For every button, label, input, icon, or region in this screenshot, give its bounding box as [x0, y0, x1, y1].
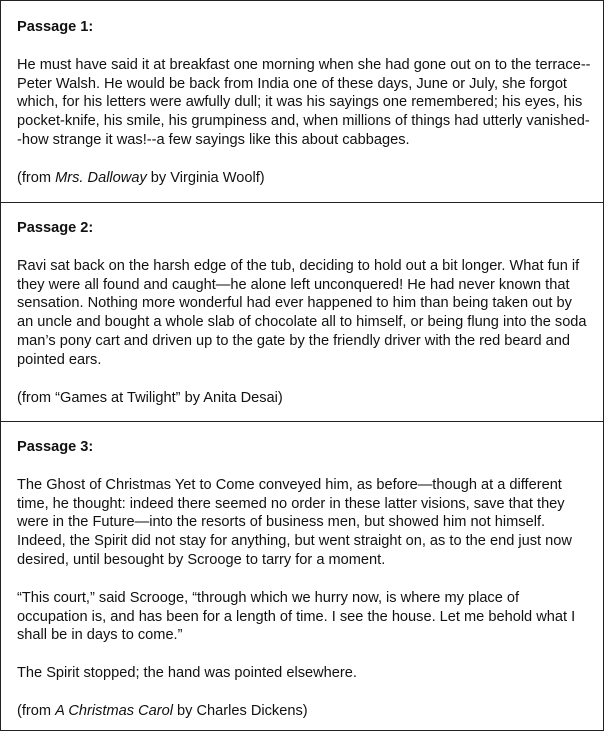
- passage-2-cell: [1, 202, 603, 421]
- passage-2-source: (from “Games at Twilight” by Anita Desai): [17, 389, 283, 406]
- passage-1-source-prefix: (from: [17, 169, 56, 186]
- passage-1-source-title: Mrs. Dalloway: [55, 169, 147, 186]
- passage-3-source: [17, 702, 591, 721]
- passage-3-cell: [1, 421, 603, 730]
- passage-3-paragraph-3: The Spirit stopped; the hand was pointed elsewhere.: [17, 665, 357, 682]
- passage-1-cell: [1, 1, 603, 202]
- passage-1-source-suffix: by Virginia Woolf): [146, 169, 265, 186]
- passage-1-paragraph-1: He must have said it at breakfast one morning when she had gone out on to the terrace--Peter Walsh. He would be back from India one of these days, June or July, she forgot which, for his letters were awfully dull; it was his sayings one remembered; his eyes, his pocket-knife, his smile, his grumpiness and, when millions of things had utterly vanished--how strange it was!--a few sayings like this about cabbages.: [17, 56, 591, 148]
- passage-3-paragraph-1: The Ghost of Christmas Yet to Come conveyed him, as before—though at a different time, he thought: indeed there seemed no order in these latter visions, save that they were in the Future—into the resorts of business men, but showed him not himself. Indeed, the Spirit did not stay for anything, but went straight on, as to the end just now desired, until besought by Scrooge to tarry for a moment.: [17, 476, 572, 568]
- passage-1-source: [17, 169, 591, 188]
- passage-3-paragraph-2: “This court,” said Scrooge, “through which we hurry now, is where my place of occupation is, and has been for a length of time. I see the house. Let me behold what I shall be in days to come.”: [17, 589, 576, 644]
- passage-2-paragraph-1: Ravi sat back on the harsh edge of the tub, deciding to hold out a bit longer. What fun if they were all found and caught—he alone left unconquered! He had never known that sensation. Nothing more wonderful had ever happened to him than being taken out by an uncle and bought a whole slab of chocolate all to himself, or being flung into the soda man’s pony cart and driven up to the gate by the friendly driver with the red beard and pointed ears.: [17, 257, 587, 368]
- passage-3-heading: Passage 3:: [17, 439, 94, 455]
- passage-3-source-prefix: (from: [17, 702, 56, 719]
- passage-2-heading: Passage 2:: [17, 220, 94, 236]
- passage-3-source-title: A Christmas Carol: [55, 702, 173, 719]
- passage-3-source-suffix: by Charles Dickens): [172, 702, 308, 719]
- passage-1-heading: Passage 1:: [17, 19, 94, 35]
